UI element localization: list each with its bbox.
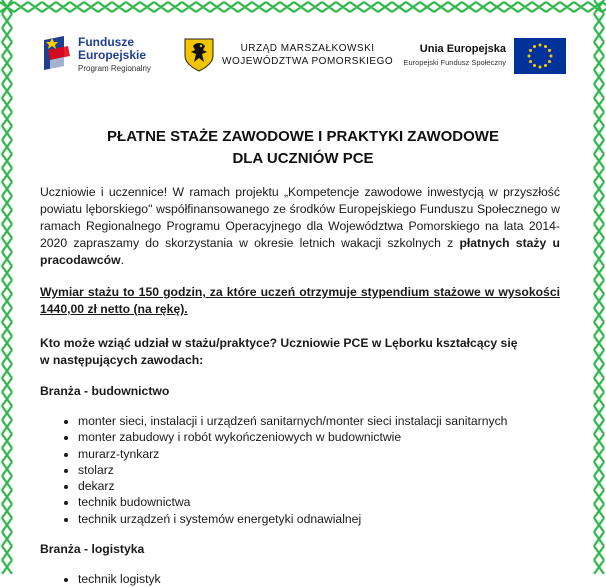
internship-notice: Wymiar stażu to 150 godzin, za które uczeń otrzymuje stypendium stażowe w wysokości 1440,00 zł netto (na rękę). <box>40 285 560 316</box>
fe-line3: Program Regionalny <box>78 64 151 73</box>
border-left-decoration <box>0 0 14 574</box>
intro-text: Uczniowie i uczennice! W ramach projektu „Kompetencje zawodowe inwestycją w przyszłość powiatu lęborskiego" współfinansowanego ze środków Europejskiego Funduszu Społecznego w ramach Regionalnego Programu Operacyjnego dla Województwa Pomorskiego na lata 2014-2020 zapraszamy do skorzystania w okresie letnich wakacji szkolnych z <box>40 185 560 250</box>
border-top-decoration <box>0 0 606 14</box>
branch-title: Branża - logistyka <box>40 542 145 557</box>
intro-bold-text: płatnych staży u pracodawców <box>40 236 560 267</box>
urzad-marszalkowski-logo <box>184 38 393 72</box>
question-line1: Kto może wziąć udział w stażu/praktyce? Uczniowie PCE w Lęborku kształcący się <box>40 336 518 350</box>
title-line2: DLA UCZNIÓW PCE <box>232 150 374 167</box>
profession-list <box>40 413 560 527</box>
fundusze-europejskie-logo <box>44 36 151 75</box>
list-item: • dekarz <box>78 478 560 494</box>
intro-end: . <box>120 253 124 267</box>
fe-line1: Fundusze <box>78 35 134 49</box>
list-item: • monter sieci, instalacji i urządzeń sanitarnych/monter sieci instalacji sanitarnych <box>78 413 560 429</box>
document-title <box>14 126 592 170</box>
fe-line2: Europejskie <box>78 48 147 62</box>
list-item: • monter zabudowy i robót wykończeniowych w budownictwie <box>78 429 560 445</box>
document-body <box>40 184 560 587</box>
ue-line2: Europejski Fundusz Społeczny <box>403 58 506 67</box>
border-right-decoration <box>592 0 606 574</box>
list-item: • stolarz <box>78 462 560 478</box>
eligibility-question <box>40 335 560 369</box>
intro-paragraph <box>40 184 560 269</box>
unia-europejska-logo <box>403 38 566 74</box>
list-item: • technik logistyk <box>78 571 560 587</box>
document-page <box>14 14 592 587</box>
branch-title: Branża - budownictwo <box>40 384 170 398</box>
logo-bar <box>44 34 572 92</box>
question-line2: w następujących zawodach: <box>40 353 204 367</box>
title-line1: PŁATNE STAŻE ZAWODOWE I PRAKTYKI ZAWODOWE <box>107 128 499 145</box>
list-item: • murarz-tynkarz <box>78 446 560 462</box>
um-line1: URZĄD MARSZAŁKOWSKI <box>240 43 375 54</box>
fe-flag-icon <box>44 36 72 72</box>
list-item: • technik urządzeń i systemów energetyki odnawialnej <box>78 511 560 527</box>
ue-line1: Unia Europejska <box>419 43 506 55</box>
list-item: • technik budownictwa <box>78 494 560 510</box>
pomorskie-coat-of-arms-icon <box>184 38 214 72</box>
profession-list <box>40 571 560 587</box>
eu-flag-icon <box>514 38 566 74</box>
um-line2: WOJEWÓDZTWA POMORSKIEGO <box>222 56 394 67</box>
